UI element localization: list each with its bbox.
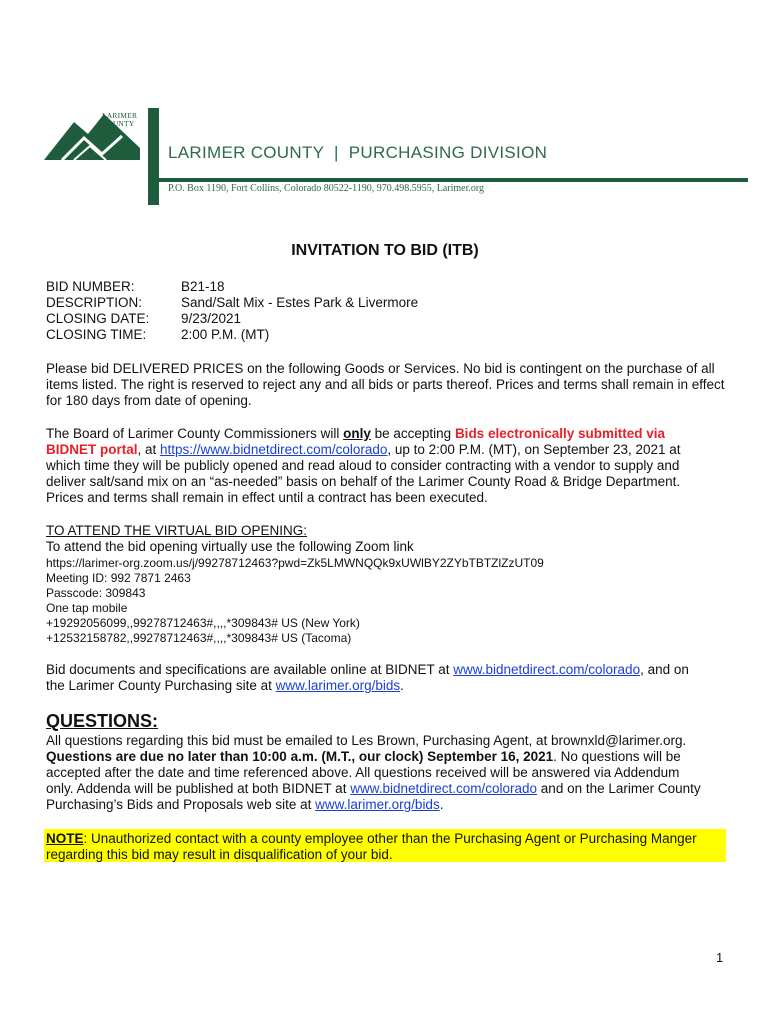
bid-info-label: DESCRIPTION:: [46, 295, 143, 310]
one-tap-number: +12532158782,,99278712463#,,,,*309843# US (Tacoma): [46, 631, 352, 645]
larimer-bids-link[interactable]: www.larimer.org/bids: [315, 797, 440, 812]
pricing-paragraph: Please bid DELIVERED PRICES on the following Goods or Services. No bid is contingent on the purchase of all items listed. The right is reserved to reject any and all bids or parts thereof. Prices and terms shall remain in effect for 180 days from date of opening.: [46, 361, 725, 408]
note-label: NOTE: [46, 831, 84, 846]
one-tap-label: One tap mobile: [46, 601, 128, 615]
header-vertical-bar: [148, 108, 159, 205]
meeting-id: Meeting ID: 992 7871 2463: [46, 571, 191, 585]
questions-paragraph: All questions regarding this bid must be emailed to Les Brown, Purchasing Agent, at brownxld@larimer.org. Questions are due no later than 10:00 a.m. (M.T., our clock) September 16, 2021. No questions will be accepted after the date and time referenced above. All questions received will be answered via Addendum only. Addenda will be published at both BIDNET at www.bidnetdirect.com/colorado and on the Larimer County Purchasing’s Bids and Proposals web site at www.larimer.org/bids.: [46, 733, 701, 812]
division-title: LARIMER COUNTY | PURCHASING DIVISION: [168, 143, 548, 162]
bid-info-row: [46, 327, 269, 343]
virtual-opening-intro: To attend the bid opening virtually use the following Zoom link: [46, 539, 414, 554]
bid-info-value: 9/23/2021: [181, 311, 242, 326]
header-horizontal-rule: [148, 178, 748, 182]
bid-info-value: B21-18: [181, 279, 225, 294]
document-title: INVITATION TO BID (ITB): [291, 242, 479, 259]
page-number: 1: [716, 950, 724, 965]
bid-info-value: 2:00 P.M. (MT): [181, 327, 270, 342]
bid-info-label: CLOSING DATE:: [46, 311, 150, 326]
zoom-link[interactable]: https://larimer-org.zoom.us/j/99278712463?pwd=Zk5LMWNQQk9xUWlBY2ZYbTBTZlZzUT09: [46, 556, 544, 570]
bid-info-row: [46, 279, 225, 295]
bid-info-label: CLOSING TIME:: [46, 327, 147, 342]
bid-info-row: [46, 311, 241, 327]
bid-info-row: [46, 295, 418, 311]
bid-info-value: Sand/Salt Mix - Estes Park & Livermore: [181, 295, 419, 310]
passcode: Passcode: 309843: [46, 586, 146, 600]
bid-info-label: BID NUMBER:: [46, 279, 135, 294]
virtual-opening-heading: TO ATTEND THE VIRTUAL BID OPENING:: [46, 523, 308, 538]
bidnet-link[interactable]: www.bidnetdirect.com/colorado: [453, 662, 641, 677]
division-address: P.O. Box 1190, Fort Collins, Colorado 80522-1190, 970.498.5955, Larimer.org: [168, 183, 485, 194]
submission-paragraph: The Board of Larimer County Commissioners will only be accepting Bids electronically submitted via BIDNET portal, at https://www.bidnetdirect.com/colorado, up to 2:00 P.M. (MT), on September 23, 2021 at which time they will be publicly opened and read aloud to consider contracting with a vendor to supply and deliver salt/sand mix on an “as-needed” basis on behalf of the Larimer County Road & Bridge Department. Prices and terms shall remain in effect until a contract has been executed.: [46, 426, 681, 505]
larimer-bids-link[interactable]: www.larimer.org/bids: [275, 678, 401, 693]
bid-documents-paragraph: Bid documents and specifications are available online at BIDNET at www.bidnetdirect.com/colorado, and on the Larimer County Purchasing site at www.larimer.org/bids.: [46, 662, 689, 693]
bidnet-link[interactable]: https://www.bidnetdirect.com/colorado: [160, 442, 388, 457]
bidnet-link[interactable]: www.bidnetdirect.com/colorado: [350, 781, 538, 796]
logo-text: LARIMER COUNTY: [102, 111, 138, 128]
questions-heading: QUESTIONS:: [46, 711, 159, 731]
one-tap-number: +19292056099,,99278712463#,,,,*309843# US (New York): [46, 616, 360, 630]
note-paragraph: NOTE: Unauthorized contact with a county employee other than the Purchasing Agent or Purchasing Manger regarding this bid may result in disqualification of your bid.: [46, 831, 697, 862]
